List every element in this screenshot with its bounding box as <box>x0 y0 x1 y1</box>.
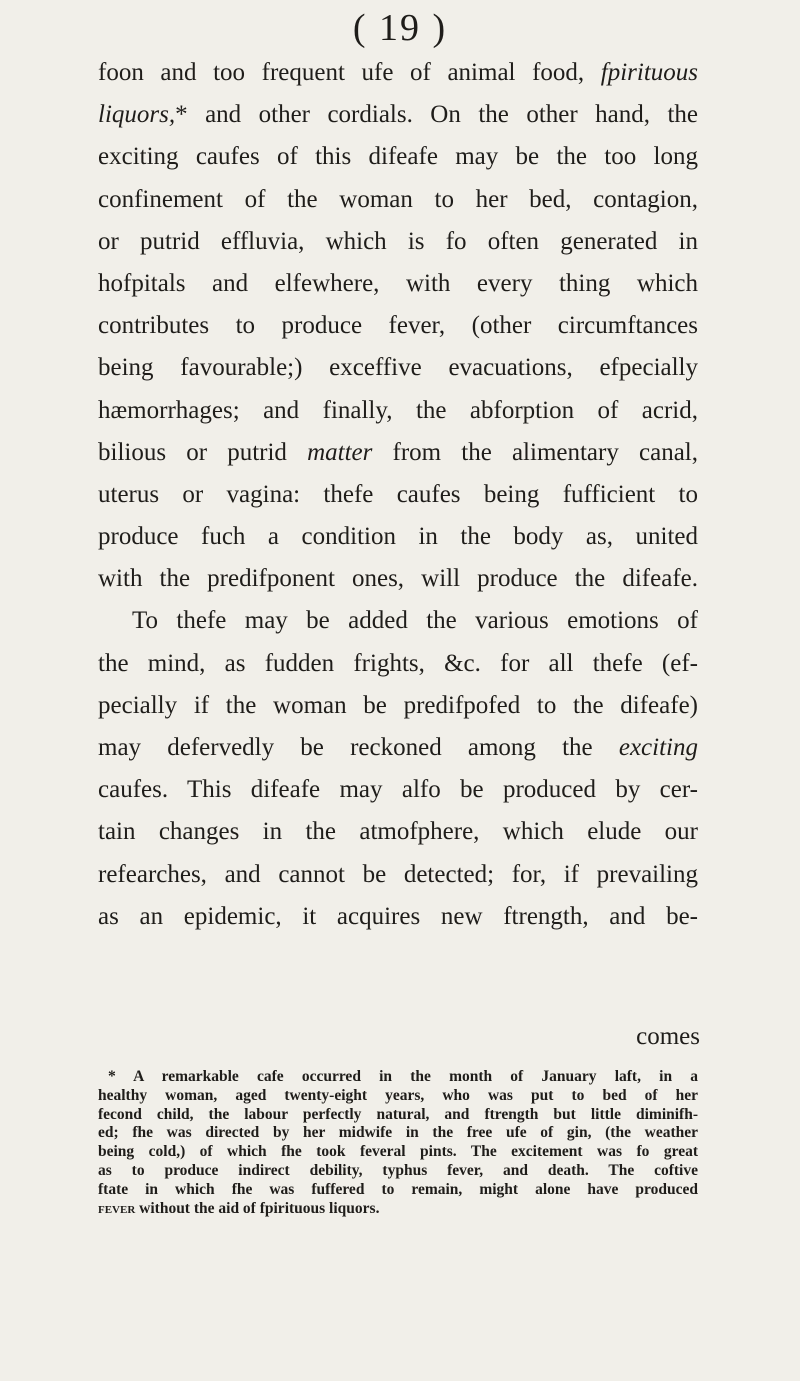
text-line-13: with the predifponent ones, will produce the difeafe. <box>98 565 698 593</box>
footnote-line-1: * A remarkable cafe occurred in the month of January laft, in a <box>108 1068 698 1085</box>
footnote-line-6: as to produce indirect debility, typhus fever, and death. The coftive <box>98 1161 698 1179</box>
text-line-5: or putrid effluvia, which is fo often generated in <box>98 227 698 255</box>
text-line-2: liquors,* and other cordials. On the other hand, the <box>98 101 698 129</box>
text-line-1: foon and too frequent ufe of animal food, fpirituous <box>98 59 698 86</box>
footnote-line-5: being cold,) of which fhe took feveral pints. The excitement was fo great <box>98 1143 698 1161</box>
text-line-17: may defervedly be reckoned among the exciting <box>98 734 698 761</box>
footnote <box>98 1068 698 1218</box>
text-line-12: produce fuch a condition in the body as, united <box>98 523 698 551</box>
text-line-15: the mind, as fudden frights, &c. for all thefe (ef- <box>98 649 698 677</box>
page-number: ( 19 ) <box>352 7 448 49</box>
text-line-9: hæmorrhages; and finally, the abforption of acrid, <box>98 396 698 424</box>
text-line-8: being favourable;) exceffive evacuations, efpecially <box>98 354 698 382</box>
catchword: comes <box>636 1023 700 1050</box>
text-line-4: confinement of the woman to her bed, contagion, <box>98 185 698 213</box>
text-line-19: tain changes in the atmofphere, which elude our <box>98 818 698 846</box>
text-line-16: pecially if the woman be predifpofed to the difeafe) <box>98 691 698 719</box>
text-line-14: To thefe may be added the various emotions of <box>132 607 698 635</box>
footnote-line-7: ftate in which fhe was fuffered to remain, might alone have produced <box>98 1180 698 1198</box>
text-line-18: caufes. This difeafe may alfo be produced by cer- <box>98 776 698 804</box>
text-line-20: refearches, and cannot be detected; for, if prevailing <box>98 860 698 888</box>
footnote-line-3: fecond child, the labour perfectly natural, and ftrength but little diminifh- <box>98 1105 698 1123</box>
body-text <box>98 52 698 938</box>
text-line-11: uterus or vagina: thefe caufes being fufficient to <box>98 480 698 508</box>
text-line-3: exciting caufes of this difeafe may be the too long <box>98 143 698 171</box>
text-line-6: hofpitals and elfewhere, with every thing which <box>98 269 698 297</box>
text-line-7: contributes to produce fever, (other circumftances <box>98 312 698 340</box>
text-line-21: as an epidemic, it acquires new ftrength, and be- <box>98 902 698 930</box>
text-line-10: bilious or putrid matter from the alimentary canal, <box>98 438 698 466</box>
footnote-line-2: healthy woman, aged twenty-eight years, who was put to bed of her <box>98 1086 698 1104</box>
footnote-line-4: ed; fhe was directed by her midwife in the free ufe of gin, (the weather <box>98 1124 698 1142</box>
footnote-line-8: fever without the aid of fpirituous liquors. <box>98 1199 380 1217</box>
